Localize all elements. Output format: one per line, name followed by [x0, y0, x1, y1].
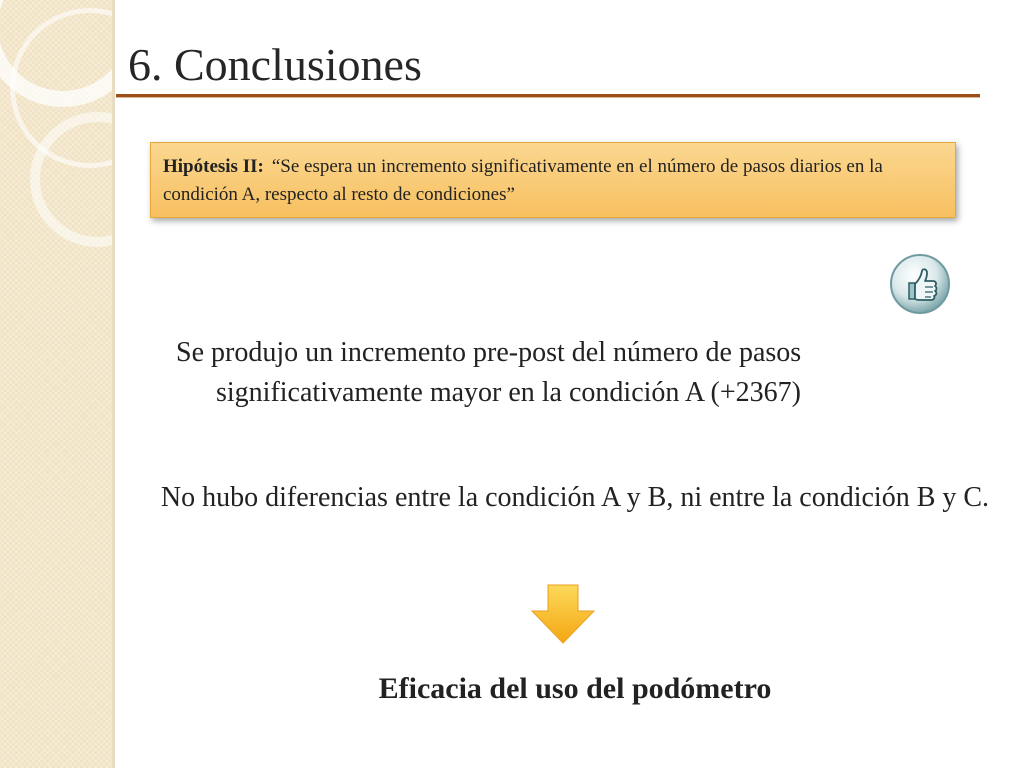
down-arrow-icon — [530, 583, 596, 645]
decorative-sidebar — [0, 0, 112, 768]
hypothesis-label: Hipótesis II: — [163, 156, 264, 177]
hypothesis-box — [150, 142, 956, 218]
result-point-increment: Se produjo un incremento pre-post del número de pasos significativamente mayor en la condición A (+2367) — [176, 337, 802, 408]
hypothesis-text: “Se espera un incremento significativamente en el número de pasos diarios en la condición A, respecto al resto de condiciones” — [163, 156, 883, 205]
result-point-no-differences: No hubo diferencias entre la condición A y B, ni entre la condición B y C. — [160, 482, 990, 513]
sidebar-edge — [112, 0, 115, 768]
slide-title: 6. Conclusiones — [128, 39, 422, 90]
title-underline — [116, 94, 980, 98]
thumbs-up-icon — [889, 253, 951, 315]
conclusion-text: Eficacia del uso del podómetro — [378, 672, 772, 705]
